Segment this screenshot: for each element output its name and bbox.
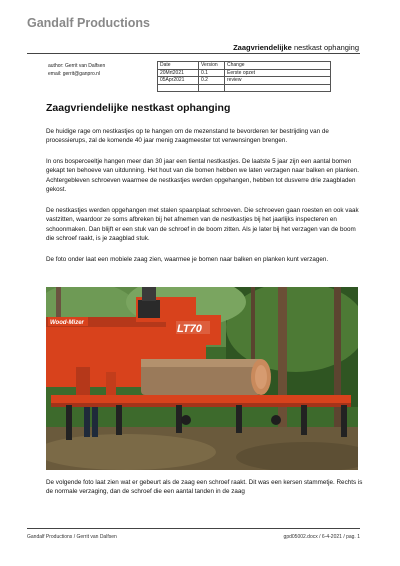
document-header-title: [0, 43, 359, 52]
paragraph-intro: De huidige rage om nestkastjes op te hangen om de mezenstand te bevorderen ter bestrijding van de processierups, zal de komende 40 jaar menig zaagmeester tot verwensingen brengen.: [46, 128, 329, 145]
table-row: [158, 84, 331, 92]
table-cell: 0.2: [199, 77, 225, 85]
brand-label: Wood-Mizer: [50, 320, 84, 326]
table-cell: 0.1: [199, 69, 225, 77]
table-cell: review: [225, 77, 331, 85]
table-cell: [225, 84, 331, 92]
table-header-cell: Version: [199, 62, 225, 70]
author-block: [48, 62, 105, 78]
paragraph-screws: De nestkastjes werden opgehangen met stalen spaanplaat schroeven. Die schroeven gaan roesten en ook vaak vastzitten, waardoor ze soms afbreken bij het afnemen van de nestkastjes bij het jaarlijks inspecteren en schoonmaken. Dan blijft er een stuk van de schroef in de boom zitten. Als je later bij het verzagen van de boom die schroef raakt, is je zaagblad stuk.: [46, 207, 359, 242]
revision-table-header: [158, 62, 331, 70]
company-name: Gandalf Productions: [27, 16, 150, 30]
footer-left: Gandalf Productions / Gerrit van Dalfsen: [27, 534, 117, 540]
revision-table: [157, 61, 331, 92]
document-header-title-bold: Zaagvriendelijke: [233, 43, 292, 52]
footer-right: gpd05002.docx / 6-4-2021 / pag. 1: [283, 534, 360, 540]
author-line: author: Gerrit van Dalfsen: [48, 63, 106, 69]
table-row: [158, 69, 331, 77]
sawmill-photo: [46, 287, 358, 470]
table-cell: [158, 84, 199, 92]
table-header-cell: Change: [225, 62, 331, 70]
email-line: email: gerrit@ganpro.nl: [48, 71, 101, 77]
table-cell: 05Apr2021: [158, 77, 199, 85]
table-cell: Eerste opzet: [225, 69, 331, 77]
paragraph-background: In ons bosperceeltje hangen meer dan 30 jaar een tiental nestkastjes. De laatste 5 jaar zijn een aantal bomen gekapt ten behoeve van uitdunning. Het hout van die bomen hebben we laten verzagen naar balken en planken. Achtergebleven schroeven waarmee de nestkastjes werden opgehangen, hebben tot dusverre drie zaagbladen gekost.: [46, 158, 359, 193]
paragraph-next-photo: De volgende foto laat zien wat er gebeurt als de zaag een schroef raakt. Dit was een kersen stammetje. Rechts is de normale verzaging, dan de schroef die een aantal tanden in de zaag: [46, 479, 363, 496]
document-header-title-rest: nestkast ophanging: [293, 43, 359, 52]
model-label: LT70: [177, 323, 202, 335]
table-row: [158, 77, 331, 85]
table-cell: 20Mrt2021: [158, 69, 199, 77]
table-cell: [199, 84, 225, 92]
header-divider: [27, 53, 360, 54]
table-header-cell: Date: [158, 62, 199, 70]
footer-divider: [27, 528, 360, 529]
page-title: Zaagvriendelijke nestkast ophanging: [46, 102, 231, 114]
paragraph-photo-intro: De foto onder laat een mobiele zaag zien, waarmee je bomen naar balken en planken kunt verzagen.: [46, 256, 329, 263]
